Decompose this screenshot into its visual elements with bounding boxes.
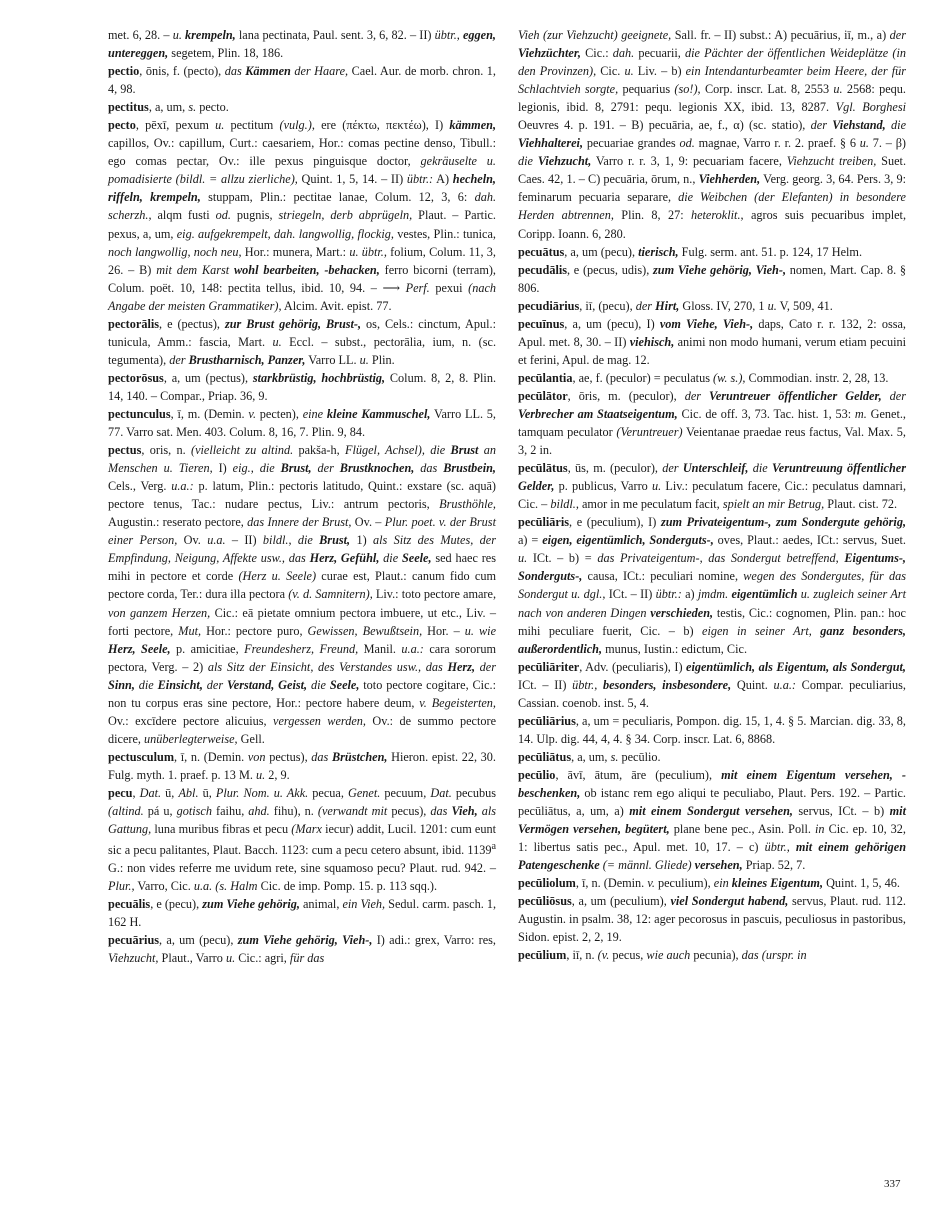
dictionary-entry: pecūlium, iī, n. (v. pecus, wie auch pecunia), das (urspr. in [518,948,807,963]
dictionary-entry: pecūliāris, e (peculium), I) zum Privateigentum-, zum Sondergute gehörig, a) = eigen, eigentümlich, Sonderguts-, oves, Plaut.: aedes, ICt.: servus, Suet. u. ICt. – b) = das Privateigentum-, das Sondergut betreffend, Eigentums-, Sonderguts-, causa, ICt.: peculiari nomine, wegen des Sondergutes, für das Sondergut u. dgl., ICt. – II) übtr.: a) jmdm. eigentümlich u. zugleich seiner Art nach von anderen Dingen verschieden, testis, Cic.: cognomen, Plin. pan.: hoc mihi peculiare fuerit, Cic. – b) eigen in seiner Art, ganz besonders, außerordentlich, munus, Iustin.: edictum, Cic. [518,515,907,656]
dictionary-entry: pectio, ōnis, f. (pecto), das Kämmen der Haare, Cael. Aur. de morb. chron. 1, 4, 98. [108,64,496,97]
dictionary-entry: pectorōsus, a, um (pectus), starkbrüstig, hochbrüstig, Colum. 8, 2, 8. Plin. 14, 140. – Compar., Priap. 36, 9. [108,370,497,403]
dictionary-entry: pecuālis, e (pecu), zum Viehe gehörig, animal, ein Vieh, Sedul. carm. pasch. 1, 162 H. [108,897,497,930]
dictionary-entry: pectunculus, ī, m. (Demin. v. pecten), eine kleine Kammuschel, Varro LL. 5, 77. Varro sat. Men. 403. Colum. 8, 16, 7. Plin. 9, 84. [108,406,496,440]
dictionary-entry: pectitus, a, um, s. pecto. [108,100,229,115]
dictionary-entry: met. 6, 28. – u. krempeln, lana pectinata, Paul. sent. 3, 6, 82. – II) übtr., eggen, untereggen, segetem, Plin. 18, 186. [108,28,496,61]
dictionary-entry: pecto, pēxī, pexum u. pectitum (vulg.), ere (πέκτω, πεκτέω), I) kämmen, capillos, Ov.: capillum, Curt.: caesariem, Hor.: comas pectine denso, Tibull.: ego comas pectar, Ov.: ille pexus pinguisque doctor, gekräuselte u. pomadisierte (bildl. = allzu zierliche), Quint. 1, 5, 14. – II) übtr.: A) hecheln, riffeln, krempeln, stuppam, Plin.: pectitae lanae, Colum. 12, 3, 6: dah. scherzh., alqm fusti od. pugnis, striegeln, derb abprügeln, Plaut. – Partic. pexus, a, um, eig. aufgekrempelt, dah. langwollig, flockig, vestes, Plin.: tunica, noch langwollig, noch neu, Hor.: munera, Mart.: u. übtr., folium, Colum. 11, 3, 26. – B) mit dem Karst wohl bearbeiten, -behacken, ferro bicorni (terram), Colum. poët. 10, 148: pectita tellus, ibid. 10, 94. – ⟶ Perf. pexui (nach Angabe der meisten Grammatiker), Alcim. Avit. epist. 77. [108,118,497,313]
dictionary-entry: pecūlantia, ae, f. (peculor) = peculatus (w. s.), Commodian. instr. 2, 28, 13. [518,370,889,385]
dictionary-entry: pecudālis, e (pecus, udis), zum Viehe gehörig, Vieh-, nomen, Mart. Cap. 8. § 806. [518,262,907,295]
dictionary-entry: pecūliātus, a, um, s. pecūlio. [518,749,661,764]
dictionary-entry: Vieh (zur Viehzucht) geeignete, Sall. fr. – II) subst.: A) pecuārius, iī, m., a) der Viehzüchter, Cic.: dah. pecuarii, die Pächter der öffentlichen Weideplätze (in den Provinzen), Cic. u. Liv. – b) ein Intendanturbeamter beim Heere, der für Schlachtvieh sorgte, pequarius (so!), Corp. inscr. Lat. 8, 2553 u. 2568: pequ. legionis, ibid. 8, 2791: pequ. legionis XX, ibid. 13, 8287. Vgl. Borghesi Oeuvres 4. p. 191. – B) pecuāria, ae, f., α) (sc. statio), der Viehstand, die Viehhalterei, pecuariae grandes od. magnae, Varro r. r. 2. praef. § 6 u. 7. – β) die Viehzucht, Varro r. r. 3, 1, 9: pecuariam facere, Viehzucht treiben, Suet. Caes. 42, 1. – C) pecuāria, ōrum, n., Viehherden, Verg. georg. 3, 64. Pers. 3, 9: feminarum pecuaria separare, die Weibchen (der Elefanten) in besondere Herden abtrennen, Plin. 8, 27: heteroklit., agros suis pecuaribus implet, Coripp. Ioann. 6, 280. [518,28,907,241]
right-column [518,26,906,964]
dictionary-entry: pecūliōsus, a, um (peculium), viel Sondergut habend, servus, Plaut. rud. 112. Augustin. in psalm. 38, 12: ager pecorosus in pascuis, peculiosus in pastoribus, Sidon. epist. 2, 2, 19. [518,894,906,945]
dictionary-entry: pecūlio, āvī, ātum, āre (peculium), mit einem Eigentum versehen, -beschenken, ob istanc rem ego aliqui te peculiabo, Plaut. Pers. 192. – Partic. pecūliātus, a, um, a) mit einem Sondergut versehen, servus, ICt. – b) mit Vermögen versehen, begütert, plane bene pec., Asin. Poll. in Cic. ep. 10, 32, 1: libertus satis pec., Apul. met. 10, 17. – c) übtr., mit einem gehörigen Patengeschenke (= männl. Gliede) versehen, Priap. 52, 7. [518,767,907,873]
dictionary-entry: pecuātus, a, um (pecu), tierisch, Fulg. serm. ant. 51. p. 124, 17 Helm. [518,244,863,259]
dictionary-entry: pecūlātor, ōris, m. (peculor), der Veruntreuer öffentlicher Gelder, der Verbrecher am Staatseigentum, Cic. de off. 3, 73. Tac. hist. 1, 53: m. Genet., tamquam peculator (Veruntreuer) Veientanae praedae reus factus, Val. Max. 5, 3, 2 in. [518,388,906,458]
dictionary-entry: pecūlātus, ūs, m. (peculor), der Unterschleif, die Veruntreuung öffentlicher Gelder, p. publicus, Varro u. Liv.: peculatum facere, Cic.: peculatus damnari, Cic. – bildl., amor in me peculatum facit, spielt an mir Betrug, Plaut. cist. 72. [518,461,907,512]
dictionary-entry: pecu, Dat. ū, Abl. ū, Plur. Nom. u. Akk. pecua, Genet. pecuum, Dat. pecubus (altind. pá u, gotisch faihu, ahd. fihu), n. (verwandt mit pecus), das Vieh, als Gattung, luna muribus fibras et pecu (Marx iecur) addit, Lucil. 1201: cum eunt sic a pecu palitantes, Plaut. Bacch. 1123: cum a pecu cetero absunt, ibid. 1139$^a$ G.: non vides referre me uvidum rete, sine squamoso pecu? Plaut. rud. 942. – Plur., Varro, Cic. u.a. (s. Halm Cic. de imp. Pomp. 15. p. 113 sqq.). [108,785,497,894]
page-number: 337 [884,1178,901,1190]
dictionary-entry: pecūliārius, a, um = peculiaris, Pompon. dig. 15, 1, 4. § 5. Marcian. dig. 33, 8, 14. Ulp. dig. 44, 4, 4. § 34. Corp. inscr. Lat. 6, 8868. [518,713,906,746]
dictionary-entry: pectus, oris, n. (vielleicht zu altind. pakša-h, Flügel, Achsel), die Brust an Menschen u. Tieren, I) eig., die Brust, der Brustknochen, das Brustbein, Cels., Verg. u.a.: p. latum, Plin.: pectoris latitudo, Quint.: exstare (sc. aquā) pectore tenus, Tac.: nudare pectus, Liv.: antrum pectoris, Brusthöhle, Augustin.: reserato pectore, das Innere der Brust, Ov. – Plur. poet. v. der Brust einer Person, Ov. u.a. – II) bildl., die Brust, 1) als Sitz des Mutes, der Empfindung, Neigung, Affekte usw., das Herz, Gefühl, die Seele, sed haec res mihi in pectore et corde (Herz u. Seele) curae est, Plaut.: canum fido cum pectore corda, Ter.: dura illa pectora (v. d. Samnitern), Liv.: toto pectore amare, von ganzem Herzen, Cic.: eā pietate omnium pectora imbuere, ut etc., Liv. – forti pectore, Mut, Hor.: pectore puro, Gewissen, Bewußtsein, Hor. – u. wie Herz, Seele, p. amicitiae, Freundesherz, Freund, Manil. u.a.: cara sororum pectora, Verg. – 2) als Sitz der Einsicht, des Verstandes usw., das Herz, der Sinn, die Einsicht, der Verstand, Geist, die Seele, toto pectore cogitare, Cic.: non tu corpus eras sine pectore, Hor.: pectore habere deum, v. Begeisterten, Ov.: excīdere pectore alicuius, vergessen werden, Ov.: de summo pectore dicere, unüberlegterweise, Gell. [108,443,497,746]
dictionary-entry: pectusculum, ī, n. (Demin. von pectus), das Brüstchen, Hieron. epist. 22, 30. Fulg. myth. 1. praef. p. 13 M. u. 2, 9. [108,749,496,782]
dictionary-entry: pectorālis, e (pectus), zur Brust gehörig, Brust-, os, Cels.: cinctum, Apul.: tunicula, Amm.: fascia, Mart. u. Eccl. – subst., pectorālia, ium, n. (sc. tegumenta), der Brustharnisch, Panzer, Varro LL. u. Plin. [108,316,497,367]
dictionary-entry: pecudiārius, iī, (pecu), der Hirt, Gloss. IV, 270, 1 u. V, 509, 41. [518,298,833,313]
dictionary-entry: pecuīnus, a, um (pecu), I) vom Viehe, Vieh-, daps, Cato r. r. 132, 2: ossa, Apul. met. 8, 30. – II) viehisch, animi non modo humani, verum etiam pecuini et ferini, Apul. de mag. 12. [518,316,907,367]
dictionary-entry: pecūliolum, ī, n. (Demin. v. peculium), ein kleines Eigentum, Quint. 1, 5, 46. [518,876,900,891]
dictionary-entry: pecuārius, a, um (pecu), zum Viehe gehörig, Vieh-, I) adi.: grex, Varro: res, Viehzucht, Plaut., Varro u. Cic.: agri, für das [108,933,496,966]
dictionary-entry: pecūliāriter, Adv. (peculiaris), I) eigentümlich, als Eigentum, als Sondergut, ICt. – II) übtr., besonders, insbesondere, Quint. u.a.: Compar. peculiarius, Cassian. coenob. inst. 5, 4. [518,659,906,710]
left-column [108,26,496,968]
